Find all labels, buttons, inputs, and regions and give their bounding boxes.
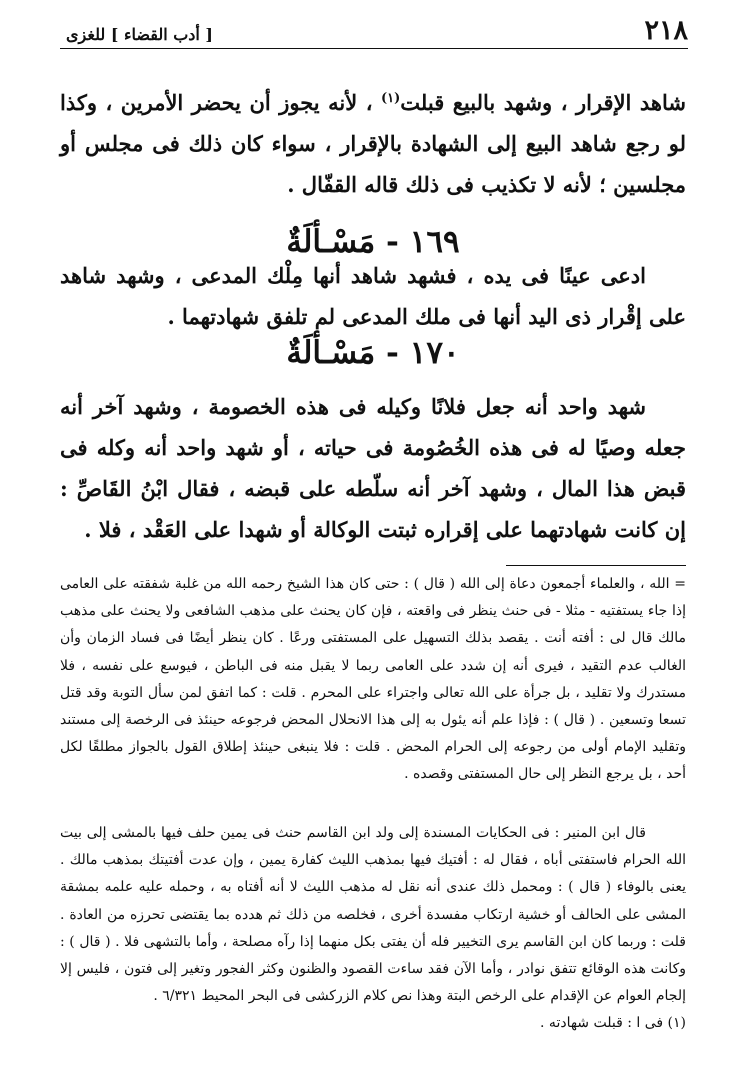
footnote-text: قال ابن المنير : فى الحكايات المسندة إلى ولد ابن القاسم حنث فى يمين حلف فيها بالمشى إلى بيت الله الحرام فاستفتى أباه ، فقال له : أفتيك فيها بمذهب الليث كفارة يمين ، وإن عدت أفتيتك بمذهب مالك . يعنى بالوفاء ( قال ) : ومحمل ذلك عندى أنه نقل له مذهب الليث لا أنه أفتاه به ، وحمله عليه علمه بمشقة المشى على الحالف أو خشية ارتكاب مفسدة أخرى ، فخلصه من ذلك ثم هدده بما يقتضى تحرزه من العادة . قلت : وربما كان ابن القاسم يرى التخيير فله أن يفتى بكل منهما إذا رآه مصلحة ، وأما بالتشهى فلا . ( قال ) : وكانت هذه الوقائع تتفق نوادر ، وأما الآن فقد ساءت القصود والظنون وكثر الفجور وتغير إلى فتون ، فليس إلا إلجام العوام عن الإقدام على الرخص البتة وهذا نص كلام الزركشى فى البحر المحيط ٦/٣٢١ .	[60, 825, 686, 1005]
paragraph-170	[60, 386, 686, 550]
paragraph-continuation	[60, 78, 686, 205]
footnote-text: = الله ، والعلماء أجمعون دعاة إلى الله ( قال ) : حتى كان هذا الشيخ رحمه الله من غلبة شفقته على العامى إذا جاء يستفتيه - مثلا - فى حنث ينظر فى واقعته ، فإن كان يحنث على مذهب الشافعى ولا يحنث على مذهب مالك قال لى : أفته أنت . يقصد بذلك التسهيل على المستفتى ورعًا . كان ينظر أيضًا فى فساد الزمان وأن الغالب عدم التقيد ، فيرى أنه إن شدد على العامى ربما لا يقبل منه فى الباطن ، فيوسع على نفسه ، فلا مستدرك ولا تقليد ، بل جرأة على الله تعالى واجتراء على المحرم . قلت : كما اتفق لمن سأل التوبة وقد قتل تسعا وتسعين . ( قال ) : فإذا علم أنه يئول به إلى هذا الانحلال المحض فرجوعه حينئذ فى الرخصة إلى مستند وتقليد الإمام أولى من رجوعه إلى الحرام المحض . قلت : فلا ينبغى حينئذ إطلاق القول بالجواز مطلقًا لكل أحد ، بل يرجع النظر إلى حال المستفتى وقصده .	[60, 576, 686, 783]
section-heading-169: ١٦٩ - مَسْـألَةٌ	[286, 224, 460, 260]
paragraph-text: شهد واحد أنه جعل فلانًا وكيله فى هذه الخصومة ، وشهد آخر أنه جعله وصيًا له فى هذه الخُصُومة فى حياته ، أو شهد واحد أنه وكله فى قبض هذا المال ، وشهد آخر أنه سلّطه على قبضه ، فقال ابْنُ القَاصِّ : إن كانت شهادتهما على إقراره ثبتت الوكالة أو شهدا على العَقْد ، فلا .	[60, 394, 686, 542]
footnote-continuation	[60, 571, 686, 789]
paragraph-text: ، لأنه يجوز أن يحضر الأمرين ، وكذا لو رجع شاهد البيع إلى الشهادة بالإقرار ، سواء كان ذلك فى مجلس أو مجلسين ؛ لأنه لا تكذيب فى ذلك قاله القفّال .	[60, 90, 686, 197]
section-heading-170: ١٧٠ - مَسْـألَةٌ	[286, 335, 460, 371]
footnote-reference: (١)	[381, 91, 401, 106]
page-number: ٢١٨	[644, 15, 688, 46]
paragraph-169	[60, 255, 686, 337]
paragraph-text: ادعى عينًا فى يده ، فشهد شاهد أنها مِلْك المدعى ، وشهد شاهد على إقْرار ذى اليد أنها فى ملك المدعى لم تلفق شهادتهما .	[60, 263, 686, 329]
page-header	[60, 14, 688, 49]
footnote-block	[60, 820, 686, 1038]
paragraph-text: شاهد الإقرار ، وشهد بالبيع قبلت	[400, 90, 686, 115]
footnote-separator	[506, 565, 686, 566]
footnote-1: (١) فى ا : قبلت شهادته .	[540, 1015, 686, 1032]
running-title: [ أدب القضاء ] للغزى	[66, 25, 213, 44]
